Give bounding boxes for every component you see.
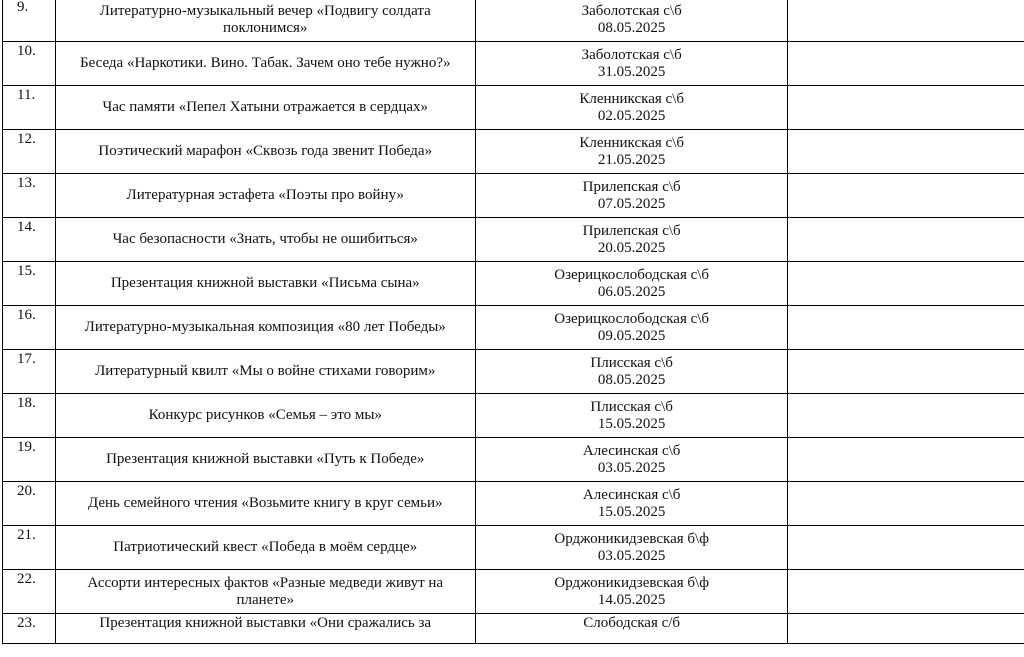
library-date-cell xyxy=(475,438,788,482)
event-title: Беседа «Наркотики. Вино. Табак. Зачем оно тебе нужно?» xyxy=(55,42,475,86)
empty-cell xyxy=(788,130,1024,174)
table-row xyxy=(3,614,1024,644)
library-name: Прилепская с\б xyxy=(582,178,681,195)
event-title: Презентация книжной выставки «Письма сына» xyxy=(55,262,475,306)
table-row xyxy=(3,262,1024,306)
library-date-cell xyxy=(475,570,788,614)
event-title: Конкурс рисунков «Семья – это мы» xyxy=(55,394,475,438)
library-name: Заболотская с\б xyxy=(581,2,682,19)
library-name: Кленникская с\б xyxy=(579,90,684,107)
event-title: Литературно-музыкальная композиция «80 лет Победы» xyxy=(55,306,475,350)
library-name: Орджоникидзевская б\ф xyxy=(554,574,709,591)
events-table-body xyxy=(3,0,1024,644)
library-date-cell xyxy=(475,262,788,306)
event-title: Презентация книжной выставки «Путь к Победе» xyxy=(55,438,475,482)
table-row xyxy=(3,42,1024,86)
row-number: 15. xyxy=(3,262,56,306)
row-number: 17. xyxy=(3,350,56,394)
table-row xyxy=(3,482,1024,526)
table-row xyxy=(3,86,1024,130)
table-row xyxy=(3,438,1024,482)
events-table xyxy=(2,0,1024,644)
empty-cell xyxy=(788,526,1024,570)
empty-cell xyxy=(788,570,1024,614)
library-name: Прилепская с\б xyxy=(582,222,681,239)
event-title: Час безопасности «Знать, чтобы не ошибиться» xyxy=(55,218,475,262)
row-number: 14. xyxy=(3,218,56,262)
event-title: Поэтический марафон «Сквозь года звенит Победа» xyxy=(55,130,475,174)
library-name: Плисская с\б xyxy=(590,354,673,371)
event-title: Ассорти интересных фактов «Разные медведи живут на планете» xyxy=(55,570,475,614)
event-title: Презентация книжной выставки «Они сражались за xyxy=(55,614,475,644)
row-number: 10. xyxy=(3,42,56,86)
row-number: 18. xyxy=(3,394,56,438)
row-number: 20. xyxy=(3,482,56,526)
table-row xyxy=(3,394,1024,438)
table-row xyxy=(3,306,1024,350)
library-date-cell xyxy=(475,394,788,438)
library-date-cell xyxy=(475,614,788,644)
library-date-cell xyxy=(475,350,788,394)
empty-cell xyxy=(788,174,1024,218)
library-date-cell xyxy=(475,218,788,262)
table-row xyxy=(3,526,1024,570)
event-title: Час памяти «Пепел Хатыни отражается в сердцах» xyxy=(55,86,475,130)
library-date-cell xyxy=(475,174,788,218)
event-date: 15.05.2025 xyxy=(597,415,666,432)
library-name: Алесинская с\б xyxy=(582,442,681,459)
row-number: 19. xyxy=(3,438,56,482)
row-number: 23. xyxy=(3,614,56,644)
row-number: 13. xyxy=(3,174,56,218)
row-number: 12. xyxy=(3,130,56,174)
library-name: Озерицкослободская с\б xyxy=(554,310,710,327)
library-date-cell xyxy=(475,86,788,130)
event-date: 15.05.2025 xyxy=(597,503,666,520)
event-date: 21.05.2025 xyxy=(597,151,666,168)
empty-cell xyxy=(788,438,1024,482)
library-name: Алесинская с\б xyxy=(582,486,681,503)
event-title: День семейного чтения «Возьмите книгу в круг семьи» xyxy=(55,482,475,526)
event-title: Литературно-музыкальный вечер «Подвигу солдата поклонимся» xyxy=(55,0,475,42)
library-date-cell xyxy=(475,130,788,174)
event-date: 08.05.2025 xyxy=(597,19,666,36)
library-date-cell xyxy=(475,42,788,86)
empty-cell xyxy=(788,262,1024,306)
event-date: 03.05.2025 xyxy=(597,547,666,564)
events-table-container xyxy=(2,0,1024,657)
empty-cell xyxy=(788,0,1024,42)
row-number: 21. xyxy=(3,526,56,570)
empty-cell xyxy=(788,614,1024,644)
row-number: 11. xyxy=(3,86,56,130)
event-title: Литературная эстафета «Поэты про войну» xyxy=(55,174,475,218)
empty-cell xyxy=(788,218,1024,262)
empty-cell xyxy=(788,42,1024,86)
library-date-cell xyxy=(475,306,788,350)
event-date: 02.05.2025 xyxy=(597,107,666,124)
library-name: Слободская с/б xyxy=(583,615,681,631)
event-date: 09.05.2025 xyxy=(597,327,666,344)
event-date: 08.05.2025 xyxy=(597,371,666,388)
library-name: Плисская с\б xyxy=(590,398,673,415)
row-number: 9. xyxy=(3,0,56,42)
empty-cell xyxy=(788,482,1024,526)
library-date-cell xyxy=(475,482,788,526)
event-date: 20.05.2025 xyxy=(597,239,666,256)
library-name: Озерицкослободская с\б xyxy=(554,266,710,283)
table-row xyxy=(3,570,1024,614)
library-name: Кленникская с\б xyxy=(579,134,684,151)
row-number: 22. xyxy=(3,570,56,614)
library-date-cell xyxy=(475,0,788,42)
table-row xyxy=(3,350,1024,394)
library-name: Заболотская с\б xyxy=(581,46,682,63)
empty-cell xyxy=(788,306,1024,350)
library-date-cell xyxy=(475,526,788,570)
row-number: 16. xyxy=(3,306,56,350)
table-row xyxy=(3,0,1024,42)
event-date: 14.05.2025 xyxy=(597,591,666,608)
event-date: 31.05.2025 xyxy=(597,63,666,80)
empty-cell xyxy=(788,394,1024,438)
empty-cell xyxy=(788,350,1024,394)
event-title: Литературный квилт «Мы о войне стихами говорим» xyxy=(55,350,475,394)
event-title: Патриотический квест «Победа в моём сердце» xyxy=(55,526,475,570)
table-row xyxy=(3,174,1024,218)
event-date: 07.05.2025 xyxy=(597,195,666,212)
empty-cell xyxy=(788,86,1024,130)
library-name: Орджоникидзевская б\ф xyxy=(554,530,709,547)
table-row xyxy=(3,130,1024,174)
table-row xyxy=(3,218,1024,262)
event-date: 06.05.2025 xyxy=(597,283,666,300)
event-date: 03.05.2025 xyxy=(597,459,666,476)
